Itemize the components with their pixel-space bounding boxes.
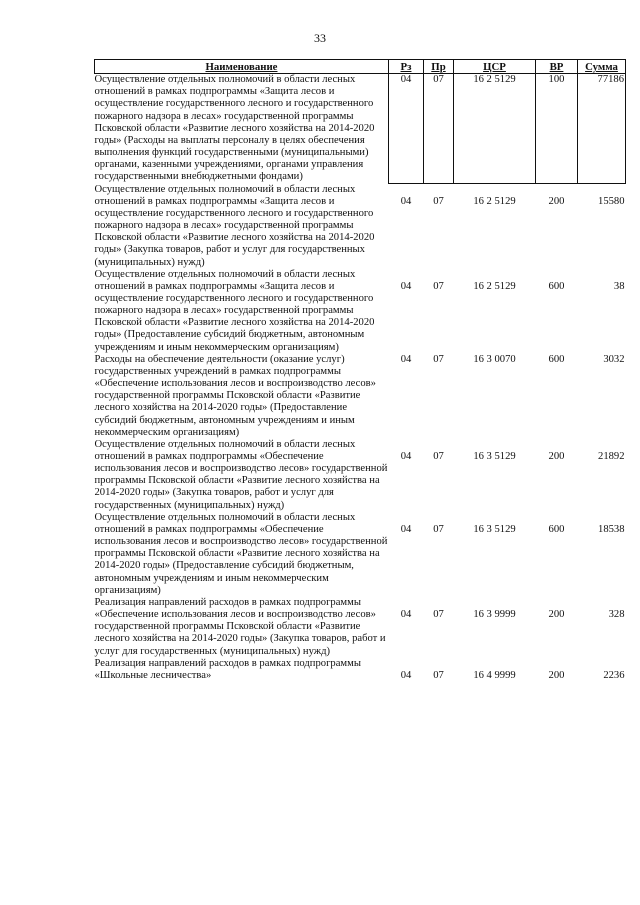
row-name: Реализация направлений расходов в рамках подпрограммы «Школьные лесничества» bbox=[94, 657, 361, 681]
header-csr: ЦСР bbox=[454, 60, 536, 74]
row-csr: 16 4 9999 bbox=[473, 669, 516, 681]
row-csr: 16 3 9999 bbox=[473, 608, 516, 620]
row-csr: 16 3 0070 bbox=[473, 353, 516, 365]
row-name: Осуществление отдельных полномочий в области лесных отношений в рамках подпрограммы «Защита лесов и осуществление государственного лесного и государственного пожарного надзора в лесах» государственной программы Псковской области «Развитие лесного хозяйства на 2014-2020 годы» (Предоставление субсидий бюджетным, автономным учреждениям и иным некоммерческим организациям) bbox=[94, 268, 375, 353]
table-row bbox=[95, 658, 626, 682]
row-pr: 07 bbox=[424, 74, 454, 184]
row-pr: 07 bbox=[433, 280, 444, 292]
row-sum: 3032 bbox=[603, 353, 625, 365]
row-pr: 07 bbox=[433, 523, 444, 535]
row-sum: 77186 bbox=[578, 74, 626, 184]
row-name: Осуществление отдельных полномочий в области лесных отношений в рамках подпрограммы «Обеспечение использования лесов и воспроизводство лесов» государственной программы Псковской области «Развитие лесного хозяйства на 2014-2020 годы» (Закупка товаров, работ и услуг для государственных (муниципальных) нужд) bbox=[94, 438, 388, 511]
page-number: 33 bbox=[314, 31, 326, 45]
row-name: Осуществление отдельных полномочий в области лесных отношений в рамках подпрограммы «Защита лесов и осуществление государственного лесного и государственного пожарного надзора в лесах» государственной программы Псковской области «Развитие лесного хозяйства на 2014-2020 годы» (Закупка товаров, работ и услуг для государственных (муниципальных) нужд) bbox=[94, 183, 375, 268]
row-sum: 328 bbox=[608, 608, 625, 620]
table-header-row bbox=[95, 60, 626, 74]
row-name: Расходы на обеспечение деятельности (оказание услуг) государственных учреждений в рамках подпрограммы «Обеспечение использования лесов и воспроизводство лесов» государственной программы Псковской области «Развитие лесного хозяйства на 2014-2020 годы» (Предоставление субсидий бюджетным, автономным учреждениям и иным некоммерческим организациям) bbox=[94, 353, 376, 438]
table-row bbox=[95, 74, 626, 184]
header-vr: ВР bbox=[536, 60, 578, 74]
table-row bbox=[95, 354, 626, 439]
row-rz: 04 bbox=[400, 608, 412, 620]
row-rz: 04 bbox=[400, 353, 412, 365]
row-csr: 16 2 5129 bbox=[473, 280, 516, 292]
table-row bbox=[95, 269, 626, 354]
header-pr: Пр bbox=[424, 60, 454, 74]
row-name: Осуществление отдельных полномочий в области лесных отношений в рамках подпрограммы «Защита лесов и осуществление государственного лесного и государственного пожарного надзора в лесах» государственной программы Псковской области «Развитие лесного хозяйства на 2014-2020 годы» (Расходы на выплаты персоналу в целях обеспечения выполнения функций государственными (муниципальными) органами, казенными учреждениями, органами управления государственными внебюджетными фондами) bbox=[95, 74, 389, 184]
row-sum: 2236 bbox=[603, 669, 625, 681]
row-sum: 21892 bbox=[598, 450, 625, 462]
row-vr: 200 bbox=[548, 450, 565, 462]
header-name: Наименование bbox=[95, 60, 389, 74]
row-vr: 200 bbox=[548, 669, 565, 681]
header-rz: Рз bbox=[389, 60, 424, 74]
row-vr: 200 bbox=[548, 608, 565, 620]
table-row bbox=[95, 184, 626, 269]
row-sum: 15580 bbox=[598, 196, 625, 208]
row-name: Осуществление отдельных полномочий в области лесных отношений в рамках подпрограммы «Обеспечение использования лесов и воспроизводство лесов» государственной программы Псковской области «Развитие лесного хозяйства на 2014-2020 годы» (Предоставление субсидий бюджетным, автономным учреждениям и иным некоммерческим организациям) bbox=[94, 511, 388, 596]
row-sum: 38 bbox=[613, 280, 625, 292]
row-vr: 100 bbox=[536, 74, 578, 184]
row-rz: 04 bbox=[400, 196, 412, 208]
row-csr: 16 2 5129 bbox=[454, 74, 536, 184]
row-csr: 16 2 5129 bbox=[473, 196, 516, 208]
row-csr: 16 3 5129 bbox=[473, 450, 516, 462]
budget-table bbox=[94, 59, 626, 682]
row-pr: 07 bbox=[433, 608, 444, 620]
row-rz: 04 bbox=[389, 74, 424, 184]
table-row bbox=[95, 439, 626, 512]
row-sum: 18538 bbox=[598, 523, 625, 535]
row-vr: 600 bbox=[548, 280, 565, 292]
row-vr: 600 bbox=[548, 523, 565, 535]
header-sum: Сумма bbox=[578, 60, 626, 74]
row-vr: 600 bbox=[548, 353, 565, 365]
row-pr: 07 bbox=[433, 669, 444, 681]
row-vr: 200 bbox=[548, 196, 565, 208]
row-rz: 04 bbox=[400, 280, 412, 292]
row-rz: 04 bbox=[400, 523, 412, 535]
row-rz: 04 bbox=[400, 669, 412, 681]
row-csr: 16 3 5129 bbox=[473, 523, 516, 535]
row-rz: 04 bbox=[400, 450, 412, 462]
row-pr: 07 bbox=[433, 450, 444, 462]
row-name: Реализация направлений расходов в рамках подпрограммы «Обеспечение использования лесов и воспроизводство лесов» государственной программы Псковской области «Развитие лесного хозяйства на 2014-2020 годы» (Закупка товаров, работ и услуг для государственных (муниципальных) нужд) bbox=[94, 596, 386, 657]
table-row bbox=[95, 597, 626, 658]
row-pr: 07 bbox=[433, 196, 444, 208]
table-row bbox=[95, 512, 626, 597]
row-pr: 07 bbox=[433, 353, 444, 365]
